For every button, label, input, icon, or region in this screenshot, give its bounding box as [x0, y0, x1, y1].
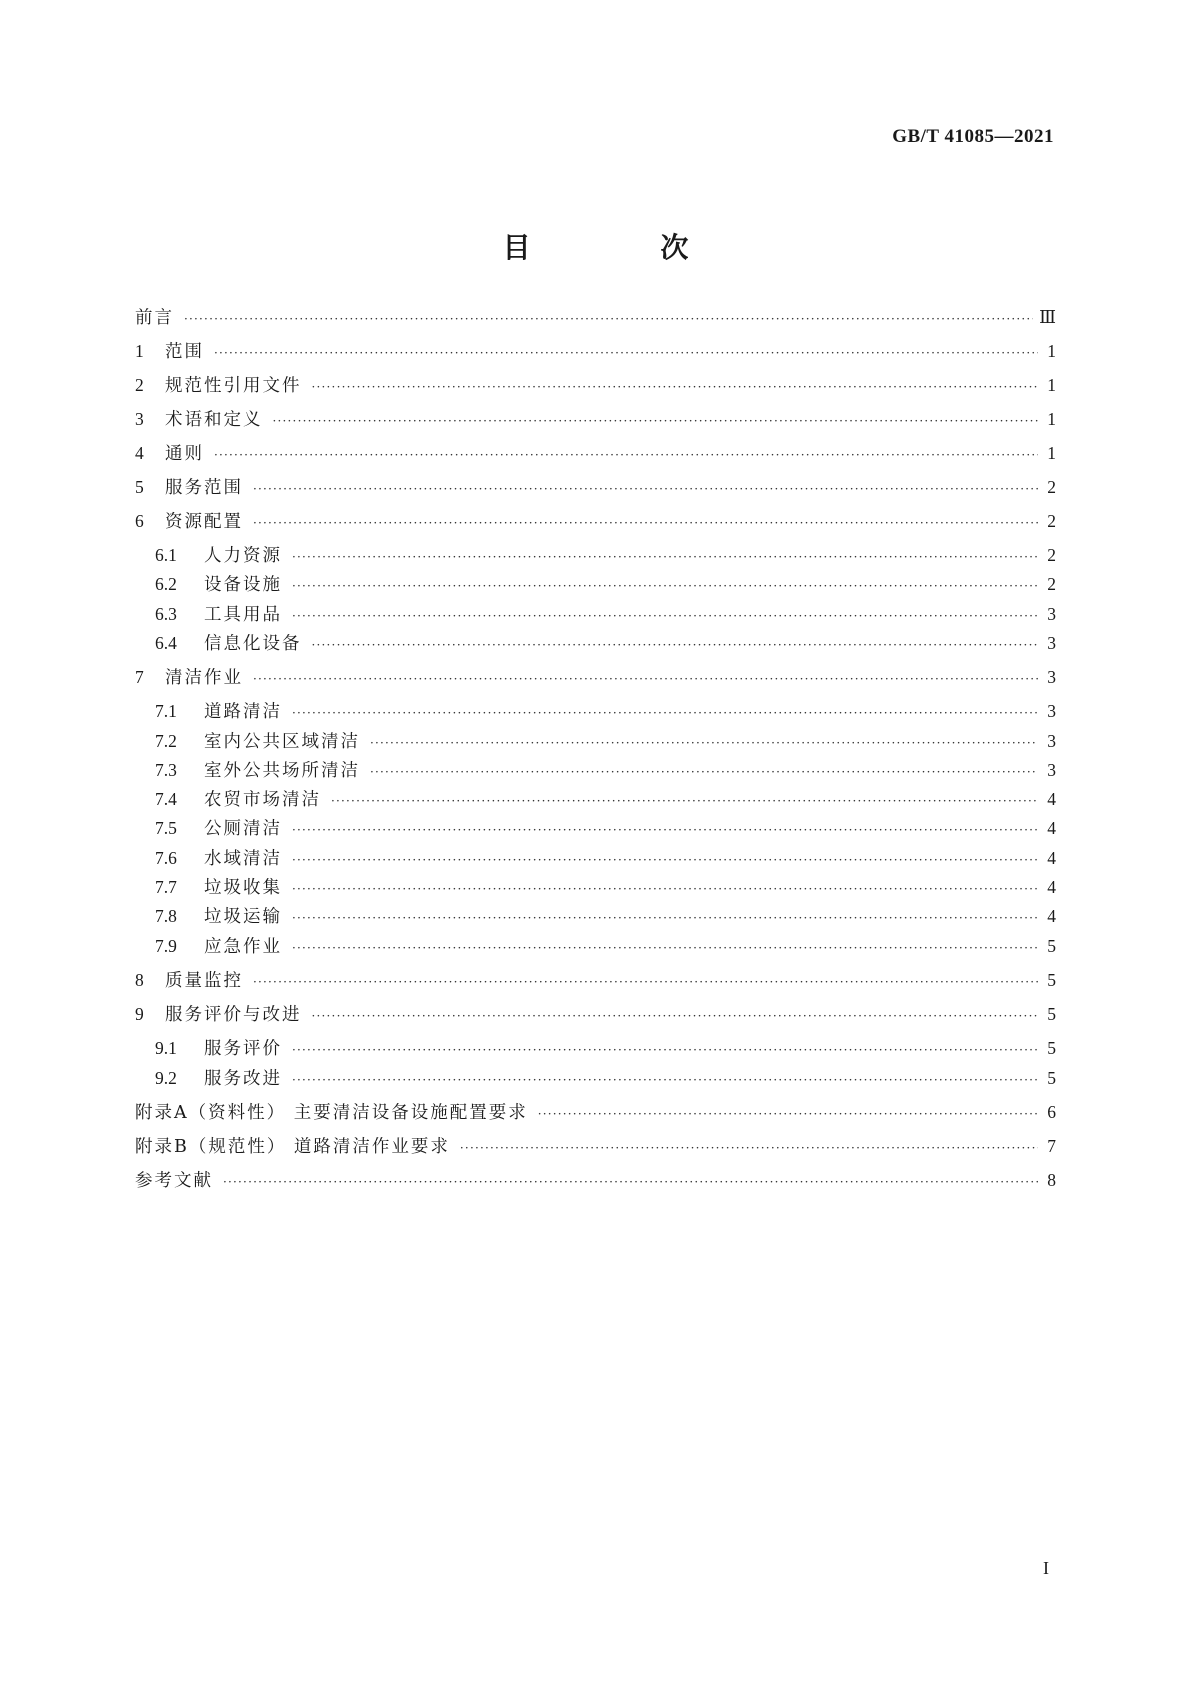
toc-entry-label: 水域清洁 [204, 849, 282, 869]
toc-entry-page: 4 [1047, 906, 1056, 926]
toc-entry-page: 3 [1047, 667, 1056, 687]
toc-entry-number: 3 [135, 409, 144, 429]
toc-entry-page: 7 [1047, 1136, 1056, 1156]
toc-entry-label: 公厕清洁 [204, 819, 282, 839]
toc-entry-number: 7.8 [155, 906, 177, 926]
toc-entry-number: 8 [135, 970, 144, 990]
toc-entry-label: 工具用品 [204, 605, 282, 625]
toc-entry[interactable] [155, 875, 1056, 899]
toc-dot-leader [370, 731, 1038, 755]
toc-dot-leader [253, 477, 1038, 501]
toc-entry-label: 设备设施 [204, 575, 282, 595]
toc-entry-page: 3 [1047, 604, 1056, 624]
toc-entry[interactable] [135, 1100, 1056, 1124]
toc-entry-page: 1 [1047, 375, 1056, 395]
toc-dot-leader [292, 1068, 1038, 1092]
toc-entry-label: 服务范围 [165, 478, 243, 498]
toc-dot-leader [253, 667, 1038, 691]
toc-entry[interactable] [155, 699, 1056, 723]
toc-entry-label: 质量监控 [165, 971, 243, 991]
toc-entry-number: 7.7 [155, 877, 177, 897]
toc-dot-leader [312, 1004, 1039, 1028]
toc-dot-leader [273, 409, 1039, 433]
toc-entry[interactable] [155, 572, 1056, 596]
toc-entry[interactable] [135, 441, 1056, 465]
toc-entry-number: 1 [135, 341, 144, 361]
toc-entry-label: 前言 [135, 308, 174, 328]
toc-dot-leader [292, 545, 1038, 569]
toc-entry-page: Ⅲ [1039, 307, 1056, 327]
toc-entry-page: 2 [1047, 574, 1056, 594]
toc-entry-number: 6.1 [155, 545, 177, 565]
toc-entry[interactable] [135, 407, 1056, 431]
toc-entry-label: 通则 [165, 444, 204, 464]
toc-entry-number: 2 [135, 375, 144, 395]
toc-entry[interactable] [155, 729, 1056, 753]
toc-entry-label: 服务评价与改进 [165, 1005, 302, 1025]
toc-entry-label: 服务评价 [204, 1039, 282, 1059]
toc-dot-leader [253, 970, 1038, 994]
toc-entry-page: 4 [1047, 789, 1056, 809]
toc-dot-leader [214, 341, 1038, 365]
toc-entry-number: 7.2 [155, 731, 177, 751]
toc-entry-label: 参考文献 [135, 1171, 213, 1191]
toc-entry[interactable] [135, 1168, 1056, 1192]
toc-entry-page: 2 [1047, 477, 1056, 497]
toc-entry-number: 6.4 [155, 633, 177, 653]
toc-entry-label: 范围 [165, 342, 204, 362]
toc-entry[interactable] [155, 934, 1056, 958]
toc-entry[interactable] [155, 543, 1056, 567]
toc-entry-label: 资源配置 [165, 512, 243, 532]
toc-entry-page: 1 [1047, 341, 1056, 361]
toc-entry-page: 4 [1047, 848, 1056, 868]
toc-dot-leader [292, 701, 1038, 725]
page-number: I [1043, 1558, 1049, 1578]
toc-entry-page: 5 [1047, 1004, 1056, 1024]
toc-entry-label: 应急作业 [204, 937, 282, 957]
toc-entry-page: 3 [1047, 701, 1056, 721]
toc-entry-label: 附录A（资料性） 主要清洁设备设施配置要求 [135, 1103, 528, 1123]
toc-entry-page: 5 [1047, 1038, 1056, 1058]
toc-entry-number: 7.1 [155, 701, 177, 721]
toc-entry-page: 8 [1047, 1170, 1056, 1190]
toc-entry-number: 7.5 [155, 818, 177, 838]
toc-entry-number: 5 [135, 477, 144, 497]
toc-entry-page: 3 [1047, 731, 1056, 751]
toc-entry[interactable] [155, 758, 1056, 782]
toc-entry-label: 室外公共场所清洁 [204, 761, 360, 781]
toc-entry-page: 1 [1047, 443, 1056, 463]
toc-dot-leader [331, 789, 1038, 813]
toc-entry-label: 附录B（规范性） 道路清洁作业要求 [135, 1137, 450, 1157]
toc-entry-page: 6 [1047, 1102, 1056, 1122]
toc-dot-leader [292, 848, 1038, 872]
toc-entry-label: 垃圾收集 [204, 878, 282, 898]
toc-entry-number: 7.6 [155, 848, 177, 868]
toc-entry-page: 2 [1047, 511, 1056, 531]
toc-entry[interactable] [135, 373, 1056, 397]
toc-entry-number: 7.3 [155, 760, 177, 780]
toc-dot-leader [292, 604, 1038, 628]
toc-entry-label: 服务改进 [204, 1069, 282, 1089]
toc-dot-leader [184, 307, 1033, 331]
toc-dot-leader [460, 1136, 1038, 1160]
toc-dot-leader [292, 1038, 1038, 1062]
toc-entry[interactable] [155, 787, 1056, 811]
toc-entry[interactable] [155, 602, 1056, 626]
toc-dot-leader [223, 1170, 1038, 1194]
page-title: 目 次 [502, 231, 749, 264]
toc-entry[interactable] [155, 816, 1056, 840]
toc-entry-label: 道路清洁 [204, 702, 282, 722]
toc-entry-number: 9.1 [155, 1038, 177, 1058]
toc-entry-label: 农贸市场清洁 [204, 790, 321, 810]
toc-dot-leader [312, 633, 1039, 657]
toc-entry-label: 室内公共区域清洁 [204, 732, 360, 752]
toc-entry[interactable] [135, 509, 1056, 533]
toc-entry-number: 7 [135, 667, 144, 687]
toc-entry-page: 1 [1047, 409, 1056, 429]
toc-entry-number: 4 [135, 443, 144, 463]
toc-entry-number: 6.3 [155, 604, 177, 624]
toc-entry[interactable] [135, 1002, 1056, 1026]
toc-dot-leader [292, 906, 1038, 930]
toc-entry-page: 4 [1047, 818, 1056, 838]
toc-entry-page: 4 [1047, 877, 1056, 897]
toc-entry-number: 6.2 [155, 574, 177, 594]
toc-entry-number: 9 [135, 1004, 144, 1024]
toc-entry[interactable] [155, 1066, 1056, 1090]
toc-dot-leader [292, 818, 1038, 842]
toc-entry[interactable] [155, 1036, 1056, 1060]
toc-entry-page: 5 [1047, 970, 1056, 990]
toc-entry-label: 垃圾运输 [204, 907, 282, 927]
standard-code: GB/T 41085—2021 [892, 126, 1054, 147]
toc-entry-number: 9.2 [155, 1068, 177, 1088]
toc-entry[interactable] [135, 339, 1056, 363]
toc-dot-leader [538, 1102, 1038, 1126]
toc-dot-leader [214, 443, 1038, 467]
toc-entry-page: 2 [1047, 545, 1056, 565]
toc-dot-leader [292, 936, 1038, 960]
toc-entry[interactable] [135, 475, 1056, 499]
toc-dot-leader [292, 877, 1038, 901]
toc-entry[interactable] [135, 968, 1056, 992]
toc-entry-page: 5 [1047, 1068, 1056, 1088]
toc-dot-leader [370, 760, 1038, 784]
toc-entry-page: 5 [1047, 936, 1056, 956]
toc-entry[interactable] [155, 904, 1056, 928]
toc-entry[interactable] [155, 631, 1056, 655]
toc-entry[interactable] [135, 665, 1056, 689]
toc-entry-page: 3 [1047, 760, 1056, 780]
toc-entry-label: 术语和定义 [165, 410, 263, 430]
toc-dot-leader [312, 375, 1039, 399]
toc-dot-leader [292, 574, 1038, 598]
toc-entry-label: 清洁作业 [165, 668, 243, 688]
toc-entry[interactable] [155, 846, 1056, 870]
toc-entry[interactable] [135, 305, 1056, 329]
toc-entry-label: 信息化设备 [204, 634, 302, 654]
toc-entry-page: 3 [1047, 633, 1056, 653]
toc-entry-label: 人力资源 [204, 546, 282, 566]
toc-entry-number: 7.9 [155, 936, 177, 956]
toc-entry-number: 7.4 [155, 789, 177, 809]
toc-entry[interactable] [135, 1134, 1056, 1158]
toc-dot-leader [253, 511, 1038, 535]
toc-entry-label: 规范性引用文件 [165, 376, 302, 396]
toc-entry-number: 6 [135, 511, 144, 531]
